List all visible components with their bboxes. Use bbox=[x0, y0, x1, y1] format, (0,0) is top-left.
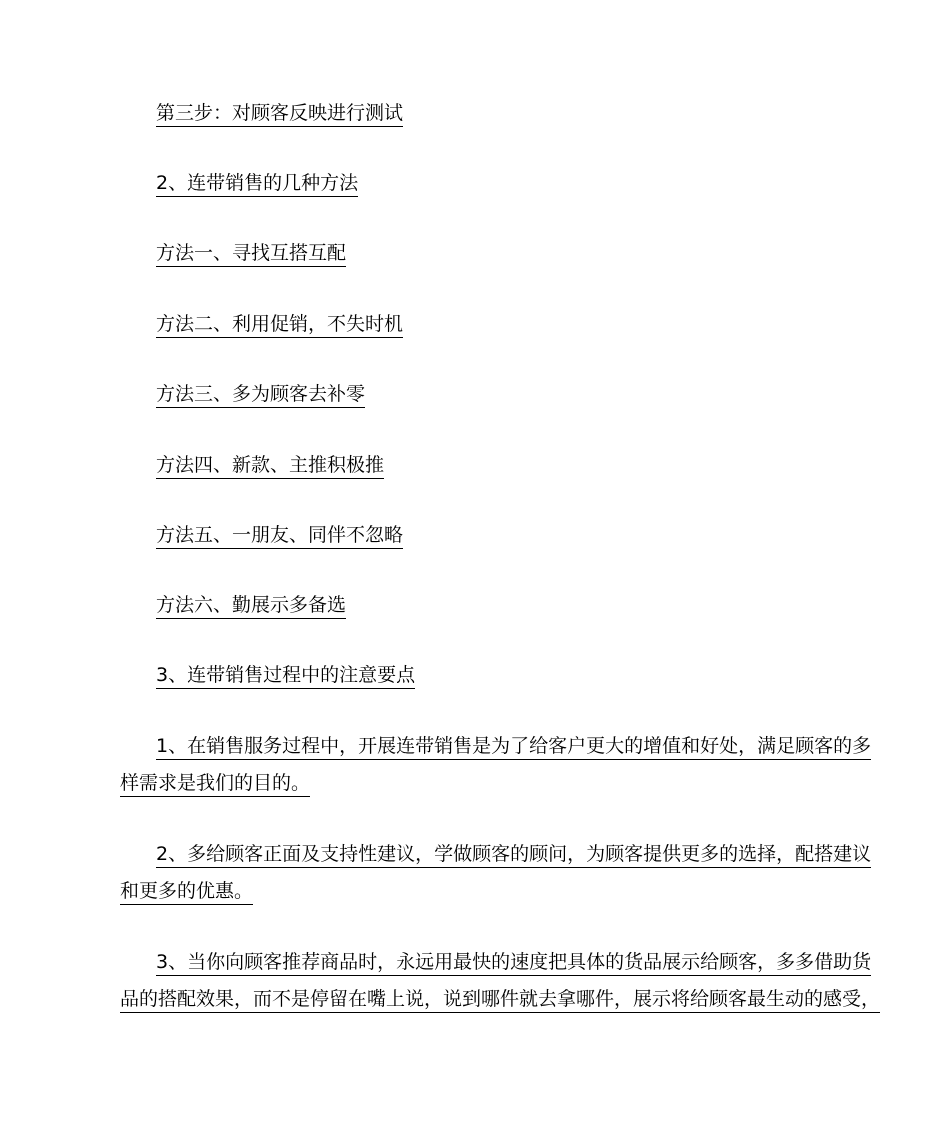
point-text: 样需求是我们的目的。 bbox=[120, 771, 310, 797]
method-5 bbox=[156, 522, 876, 549]
method-text: 方法五、一朋友、同伴不忽略 bbox=[156, 523, 403, 549]
method-3 bbox=[156, 381, 876, 408]
point-text: 3、当你向顾客推荐商品时，永远用最快的速度把具体的货品展示给顾客，多多借助货 bbox=[156, 950, 871, 976]
heading-text: 3、连带销售过程中的注意要点 bbox=[156, 663, 415, 689]
method-text: 方法一、寻找互搭互配 bbox=[156, 241, 346, 267]
point-text: 2、多给顾客正面及支持性建议，学做顾客的顾问，为顾客提供更多的选择，配搭建议 bbox=[156, 842, 871, 868]
method-text: 方法六、勤展示多备选 bbox=[156, 593, 346, 619]
method-text: 方法四、新款、主推积极推 bbox=[156, 453, 384, 479]
heading-text: 第三步：对顾客反映进行测试 bbox=[156, 101, 403, 127]
method-2 bbox=[156, 311, 876, 338]
point-2-line-2 bbox=[120, 878, 840, 905]
method-1 bbox=[156, 240, 876, 267]
point-2-line-1 bbox=[156, 841, 876, 868]
heading-text: 2、连带销售的几种方法 bbox=[156, 171, 358, 197]
point-1-line-2 bbox=[120, 770, 840, 797]
heading-section-3 bbox=[156, 662, 876, 689]
method-4 bbox=[156, 452, 876, 479]
method-text: 方法二、利用促销，不失时机 bbox=[156, 312, 403, 338]
heading-step-three bbox=[156, 100, 876, 127]
method-6 bbox=[156, 592, 876, 619]
heading-section-2 bbox=[156, 170, 876, 197]
point-text: 1、在销售服务过程中，开展连带销售是为了给客户更大的增值和好处，满足顾客的多 bbox=[156, 734, 871, 760]
point-1-line-1 bbox=[156, 733, 876, 760]
point-text: 和更多的优惠。 bbox=[120, 879, 253, 905]
method-text: 方法三、多为顾客去补零 bbox=[156, 382, 365, 408]
point-text: 品的搭配效果，而不是停留在嘴上说，说到哪件就去拿哪件，展示将给顾客最生动的感受， bbox=[120, 987, 880, 1013]
point-3-line-1 bbox=[156, 949, 876, 976]
point-3-line-2 bbox=[120, 986, 881, 1013]
